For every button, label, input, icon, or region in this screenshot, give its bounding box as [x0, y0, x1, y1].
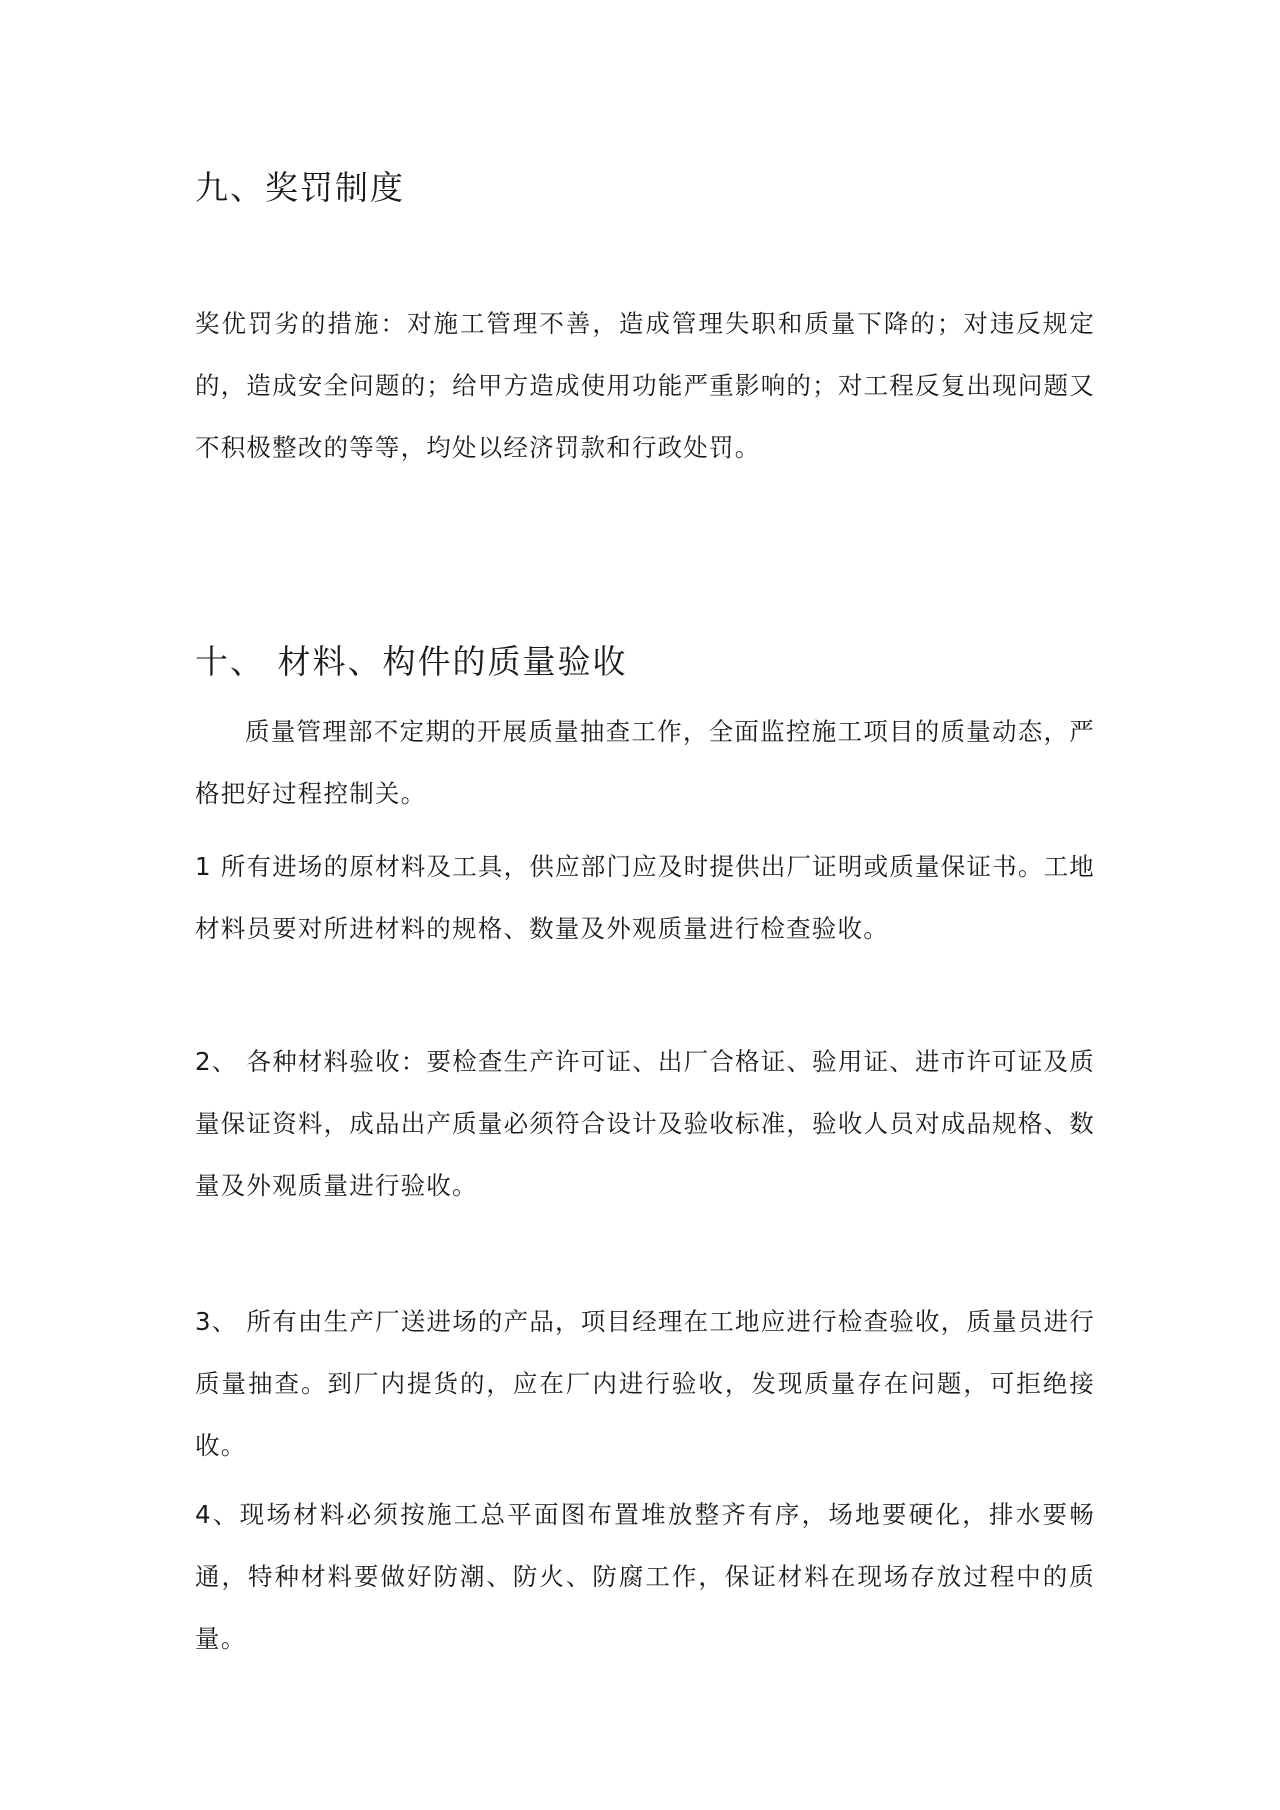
section-10-item-3: 3、 所有由生产厂送进场的产品，项目经理在工地应进行检查验收，质量员进行质量抽查。到厂内提货的，应在厂内进行验收，发现质量存在问题，可拒绝接收。: [195, 1307, 1095, 1460]
section-10-heading: 十、 材料、构件的质量验收: [195, 642, 628, 681]
section-10-item-4: 4、现场材料必须按施工总平面图布置堆放整齐有序，场地要硬化，排水要畅通，特种材料要做好防潮、防火、防腐工作，保证材料在现场存放过程中的质量。: [195, 1500, 1095, 1653]
section-10-item-1: 1 所有进场的原材料及工具，供应部门应及时提供出厂证明或质量保证书。工地材料员要对所进材料的规格、数量及外观质量进行检查验收。: [195, 852, 1095, 943]
section-9-heading: 九、奖罚制度: [195, 168, 405, 207]
section-10-item-2: 2、 各种材料验收：要检查生产许可证、出厂合格证、验用证、进市许可证及质量保证资料，成品出产质量必须符合设计及验收标准，验收人员对成品规格、数量及外观质量进行验收。: [195, 1047, 1095, 1200]
section-9-body: 奖优罚劣的措施：对施工管理不善，造成管理失职和质量下降的；对违反规定的，造成安全问题的；给甲方造成使用功能严重影响的；对工程反复出现问题又不积极整改的等等，均处以经济罚款和行政处罚。: [195, 309, 1095, 462]
section-10-intro: 质量管理部不定期的开展质量抽查工作，全面监控施工项目的质量动态，严格把好过程控制关。: [195, 717, 1095, 808]
